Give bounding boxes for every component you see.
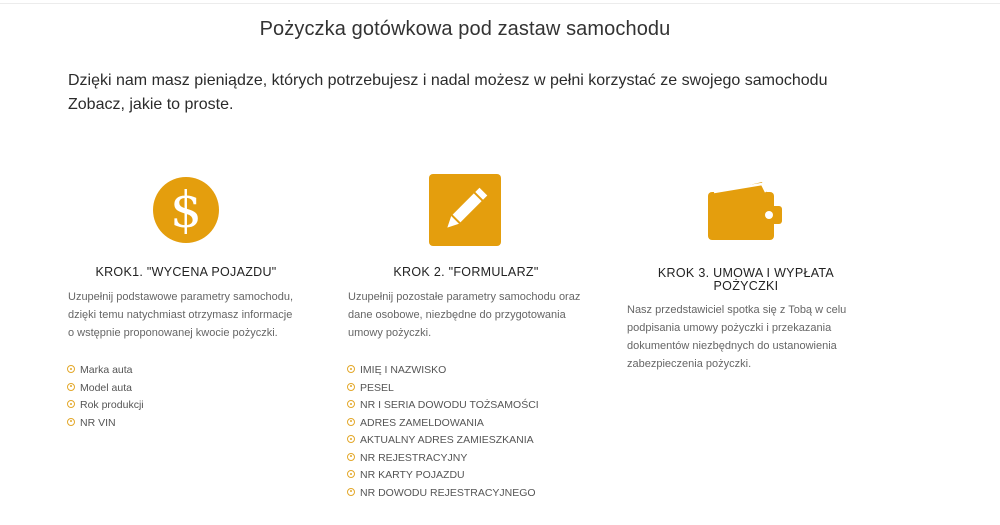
top-divider: [0, 3, 1000, 4]
list-item-label: IMIĘ I NAZWISKO: [360, 364, 447, 376]
list-item-label: ADRES ZAMELDOWANIA: [360, 416, 484, 429]
step-1-desc-line: Uzupełnij podstawowe parametry samochodu,: [68, 291, 294, 303]
list-item: [67, 415, 144, 433]
list-item-label: NR I SERIA DOWODU TOŻSAMOŚCI: [360, 399, 539, 411]
bullet-icon: [347, 365, 355, 373]
bullet-icon: [67, 418, 75, 426]
intro-line-2: Zobacz, jakie to proste.: [68, 96, 234, 113]
step-1-description: [68, 288, 293, 342]
list-item-label: PESEL: [360, 381, 394, 394]
bullet-icon: [347, 453, 355, 461]
bullet-icon: [67, 383, 75, 391]
list-item-label: NR VIN: [80, 416, 116, 429]
intro-text: [68, 69, 827, 117]
step-1-desc-line: dzięki temu natychmiast otrzymasz informacje: [68, 309, 293, 321]
list-item: [347, 432, 539, 450]
step-1-desc-line: o wstępnie proponowanej kwocie pożyczki.: [68, 327, 278, 339]
list-item-label: Model auta: [80, 381, 132, 394]
list-item: [347, 467, 539, 485]
list-item: [67, 380, 144, 398]
page-title: Pożyczka gotówkowa pod zastaw samochodu: [259, 18, 671, 40]
intro-line-1: Dzięki nam masz pieniądze, których potrzebujesz i nadal możesz w pełni korzystać ze swojego samochodu: [68, 72, 828, 89]
list-item-label: AKTUALNY ADRES ZAMIESZKANIA: [360, 434, 534, 446]
dollar-icon: $: [153, 177, 219, 243]
list-item: [347, 380, 539, 398]
step-1-list: [67, 362, 144, 432]
step-3-desc-line: dokumentów niezbędnych do ustanowienia: [627, 340, 837, 352]
step-3-desc-line: zabezpieczenia pożyczki.: [627, 358, 752, 370]
list-item-label: NR KARTY POJAZDU: [360, 469, 465, 481]
bullet-icon: [67, 365, 75, 373]
step-1-title: KROK1. "WYCENA POJAZDU": [95, 265, 277, 279]
step-2-description: [348, 288, 580, 342]
bullet-icon: [347, 435, 355, 443]
bullet-icon: [347, 400, 355, 408]
wallet-icon: [706, 178, 784, 247]
list-item: [67, 397, 144, 415]
bullet-icon: [347, 418, 355, 426]
list-item-label: Rok produkcji: [80, 399, 144, 411]
bullet-icon: [347, 488, 355, 496]
step-2-desc-line: Uzupełnij pozostałe parametry samochodu oraz: [348, 291, 581, 303]
list-item-label: Marka auta: [80, 364, 133, 376]
list-item: [347, 485, 539, 503]
step-3-desc-line: Nasz przedstawiciel spotka się z Tobą w celu: [627, 304, 847, 316]
step-2-list: [347, 362, 539, 502]
pencil-icon: [429, 174, 501, 246]
step-3-title-line: KROK 3. UMOWA I WYPŁATA: [657, 266, 835, 280]
step-3-description: [627, 301, 846, 373]
list-item: [347, 450, 539, 468]
list-item: [347, 362, 539, 380]
step-2-title: KROK 2. "FORMULARZ": [393, 265, 539, 279]
bullet-icon: [347, 383, 355, 391]
step-3-title-line: POŻYCZKI: [713, 279, 779, 293]
step-2-desc-line: dane osobowe, niezbędne do przygotowania: [348, 309, 566, 321]
list-item: [347, 415, 539, 433]
list-item-label: NR REJESTRACYJNY: [360, 451, 468, 464]
step-2-desc-line: umowy pożyczki.: [348, 327, 432, 339]
pencil-icon-graphic: [429, 174, 501, 246]
step-3-desc-line: podpisania umowy pożyczki i przekazania: [627, 322, 832, 334]
step-3-title: [626, 267, 866, 293]
list-item-label: NR DOWODU REJESTRACYJNEGO: [360, 486, 536, 499]
wallet-icon-graphic: [706, 178, 784, 242]
list-item: [67, 362, 144, 380]
bullet-icon: [347, 470, 355, 478]
bullet-icon: [67, 400, 75, 408]
list-item: [347, 397, 539, 415]
